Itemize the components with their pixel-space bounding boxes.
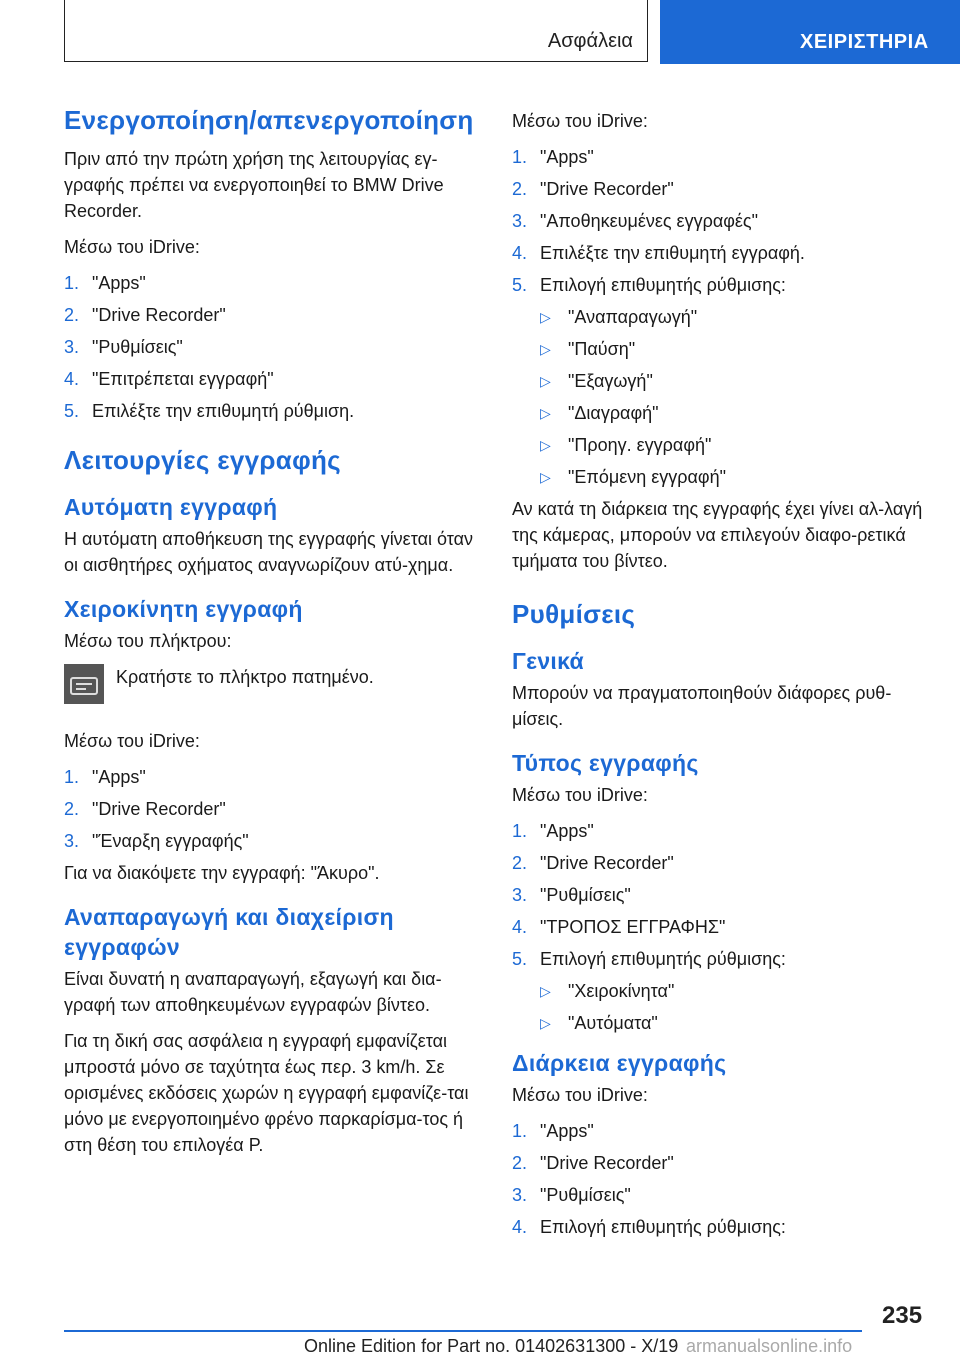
step-text: "Apps" <box>540 821 594 841</box>
step-number: 4. <box>512 917 528 937</box>
triangle-bullet-icon: ▷ <box>540 373 551 389</box>
step-item <box>512 850 930 876</box>
paragraph-playback: Είναι δυνατή η αναπαραγωγή, εξαγωγή και δια-γραφή των αποθηκευμένων εγγραφών βίντεο. <box>64 969 442 1015</box>
drive-recorder-key-icon <box>64 664 104 704</box>
left-column <box>64 104 484 1168</box>
via-idrive-label: Μέσω του iDrive: <box>512 1085 648 1105</box>
step-number: 4. <box>64 369 80 389</box>
step-text: "Ρυθμίσεις" <box>540 885 631 905</box>
step-text: "Επιτρέπεται εγγραφή" <box>92 369 274 389</box>
step-number: 2. <box>512 853 528 873</box>
step-number: 4. <box>512 1217 528 1237</box>
step-text: "Drive Recorder" <box>540 179 674 199</box>
step-text: "Drive Recorder" <box>540 1153 674 1173</box>
heading-activate: Ενεργοποίηση/απενεργοποίηση <box>64 105 474 135</box>
step-item <box>64 270 484 296</box>
triangle-bullet-icon: ▷ <box>540 341 551 357</box>
step-item <box>64 366 484 392</box>
heading-settings: Ρυθμίσεις <box>512 599 636 629</box>
step-item <box>512 946 930 972</box>
step-number: 1. <box>512 821 528 841</box>
heading-playback-line2: εγγραφών <box>64 934 180 960</box>
step-item <box>64 828 484 854</box>
chapter-tab-label: ΧΕΙΡΙΣΤΗΡΙΑ <box>800 31 929 53</box>
step-text: Επιλογή επιθυμητής ρύθμισης: <box>540 275 786 295</box>
heading-playback <box>64 902 484 962</box>
paragraph-cancel: Για να διακόψετε την εγγραφή: "Άκυρο". <box>64 863 380 883</box>
heading-recording-type: Τύπος εγγραφής <box>512 750 699 776</box>
step-text: "Apps" <box>92 767 146 787</box>
option-item <box>512 464 930 490</box>
step-text: "Apps" <box>92 273 146 293</box>
option-item <box>512 978 930 1004</box>
option-text: "Εξαγωγή" <box>568 371 653 391</box>
steps-list <box>64 764 484 854</box>
option-item <box>512 336 930 362</box>
step-number: 2. <box>512 179 528 199</box>
steps-list <box>512 1118 930 1240</box>
via-key-label: Μέσω του πλήκτρου: <box>64 631 232 651</box>
step-item <box>64 334 484 360</box>
options-list <box>512 978 930 1036</box>
step-item <box>512 914 930 940</box>
step-number: 5. <box>512 949 528 969</box>
via-idrive-label: Μέσω του iDrive: <box>512 111 648 131</box>
step-number: 2. <box>64 799 80 819</box>
triangle-bullet-icon: ▷ <box>540 405 551 421</box>
option-item <box>512 368 930 394</box>
step-item <box>512 176 930 202</box>
step-text: "Apps" <box>540 147 594 167</box>
header-box <box>64 0 648 62</box>
option-item <box>512 1010 930 1036</box>
footer-divider <box>64 1330 862 1332</box>
step-text: Επιλέξτε την επιθυμητή ρύθμιση. <box>92 401 355 421</box>
heading-auto-recording: Αυτόματη εγγραφή <box>64 494 278 520</box>
triangle-bullet-icon: ▷ <box>540 983 551 999</box>
triangle-bullet-icon: ▷ <box>540 469 551 485</box>
section-title: Ασφάλεια <box>547 30 633 52</box>
step-item <box>512 272 930 298</box>
step-text: "Έναρξη εγγραφής" <box>92 831 249 851</box>
step-number: 2. <box>64 305 80 325</box>
step-item <box>512 208 930 234</box>
key-instruction <box>64 664 484 714</box>
step-number: 4. <box>512 243 528 263</box>
step-text: Επιλέξτε την επιθυμητή εγγραφή. <box>540 243 805 263</box>
step-item <box>512 1150 930 1176</box>
option-item <box>512 400 930 426</box>
right-column <box>512 108 930 1246</box>
steps-list <box>64 270 484 424</box>
step-text: "Drive Recorder" <box>92 799 226 819</box>
paragraph-auto-recording: Η αυτόματη αποθήκευση της εγγραφής γίνεται όταν οι αισθητήρες οχήματος αναγνωρίζουν ατύ-χημα. <box>64 529 473 575</box>
step-number: 2. <box>512 1153 528 1173</box>
step-number: 3. <box>512 885 528 905</box>
step-item <box>512 1182 930 1208</box>
step-item <box>512 882 930 908</box>
step-text: "Apps" <box>540 1121 594 1141</box>
edition-text: Online Edition for Part no. 01402631300 - X/19 <box>304 1336 679 1356</box>
steps-list <box>512 144 930 298</box>
step-number: 3. <box>512 1185 528 1205</box>
step-number: 3. <box>64 337 80 357</box>
heading-recording-duration: Διάρκεια εγγραφής <box>512 1050 727 1076</box>
step-text: "Αποθηκευμένες εγγραφές" <box>540 211 758 231</box>
step-number: 3. <box>64 831 80 851</box>
steps-list <box>512 818 930 972</box>
step-number: 3. <box>512 211 528 231</box>
step-text: "ΤΡΟΠΟΣ ΕΓΓΡΑΦΗΣ" <box>540 917 726 937</box>
triangle-bullet-icon: ▷ <box>540 309 551 325</box>
step-item <box>64 764 484 790</box>
paragraph-activate: Πριν από την πρώτη χρήση της λειτουργίας εγ-γραφής πρέπει να ενεργοποιηθεί το BMW Drive Recorder. <box>64 149 444 221</box>
option-text: "Χειροκίνητα" <box>568 981 675 1001</box>
step-item <box>512 1118 930 1144</box>
via-idrive-label: Μέσω του iDrive: <box>512 785 648 805</box>
option-item <box>512 304 930 330</box>
step-text: "Ρυθμίσεις" <box>92 337 183 357</box>
option-text: "Προηγ. εγγραφή" <box>568 435 712 455</box>
heading-manual-recording: Χειροκίνητη εγγραφή <box>64 596 303 622</box>
via-idrive-label: Μέσω του iDrive: <box>64 731 200 751</box>
step-item <box>64 302 484 328</box>
triangle-bullet-icon: ▷ <box>540 437 551 453</box>
step-number: 5. <box>512 275 528 295</box>
paragraph-general: Μπορούν να πραγματοποιηθούν διάφορες ρυθ-μίσεις. <box>512 683 892 729</box>
step-number: 1. <box>64 767 80 787</box>
heading-playback-line1: Αναπαραγωγή και διαχείριση <box>64 904 394 930</box>
step-number: 1. <box>512 147 528 167</box>
step-text: "Drive Recorder" <box>92 305 226 325</box>
step-item <box>64 796 484 822</box>
step-number: 5. <box>64 401 80 421</box>
step-item <box>512 144 930 170</box>
step-item <box>64 398 484 424</box>
step-item <box>512 1214 930 1240</box>
option-text: "Αυτόματα" <box>568 1013 658 1033</box>
watermark: armanualsonline.info <box>686 1336 853 1356</box>
options-list <box>512 304 930 490</box>
triangle-bullet-icon: ▷ <box>540 1015 551 1031</box>
option-text: "Διαγραφή" <box>568 403 659 423</box>
key-instruction-text: Κρατήστε το πλήκτρο πατημένο. <box>116 667 374 687</box>
step-item <box>512 240 930 266</box>
via-idrive-label: Μέσω του iDrive: <box>64 237 200 257</box>
heading-general: Γενικά <box>512 648 584 674</box>
option-text: "Επόμενη εγγραφή" <box>568 467 726 487</box>
step-text: "Ρυθμίσεις" <box>540 1185 631 1205</box>
paragraph-safety: Για τη δική σας ασφάλεια η εγγραφή εμφανίζεται μπροστά μόνο σε ταχύτητα έως περ. 3 km/h. Σε ορισμένες εκδόσεις χωρών η εγγραφή εμφανίζε-ται μόνο με ενεργοποιημένο φρένο παρκαρίσμα-τος ή στη θέση του επιλογέα P. <box>64 1031 469 1155</box>
paragraph-camera: Αν κατά τη διάρκεια της εγγραφής έχει γίνει αλ-λαγή της κάμερας, μπορούν να επιλεγούν διαφο-ρετικά τμήματα του βίντεο. <box>512 499 923 571</box>
option-text: "Παύση" <box>568 339 636 359</box>
step-number: 1. <box>64 273 80 293</box>
chapter-tab[interactable] <box>660 0 960 64</box>
option-text: "Αναπαραγωγή" <box>568 307 698 327</box>
heading-functions: Λειτουργίες εγγραφής <box>64 445 341 475</box>
option-item <box>512 432 930 458</box>
step-text: Επιλογή επιθυμητής ρύθμισης: <box>540 949 786 969</box>
step-number: 1. <box>512 1121 528 1141</box>
step-text: Επιλογή επιθυμητής ρύθμισης: <box>540 1217 786 1237</box>
step-item <box>512 818 930 844</box>
step-text: "Drive Recorder" <box>540 853 674 873</box>
page-number: 235 <box>882 1302 923 1329</box>
